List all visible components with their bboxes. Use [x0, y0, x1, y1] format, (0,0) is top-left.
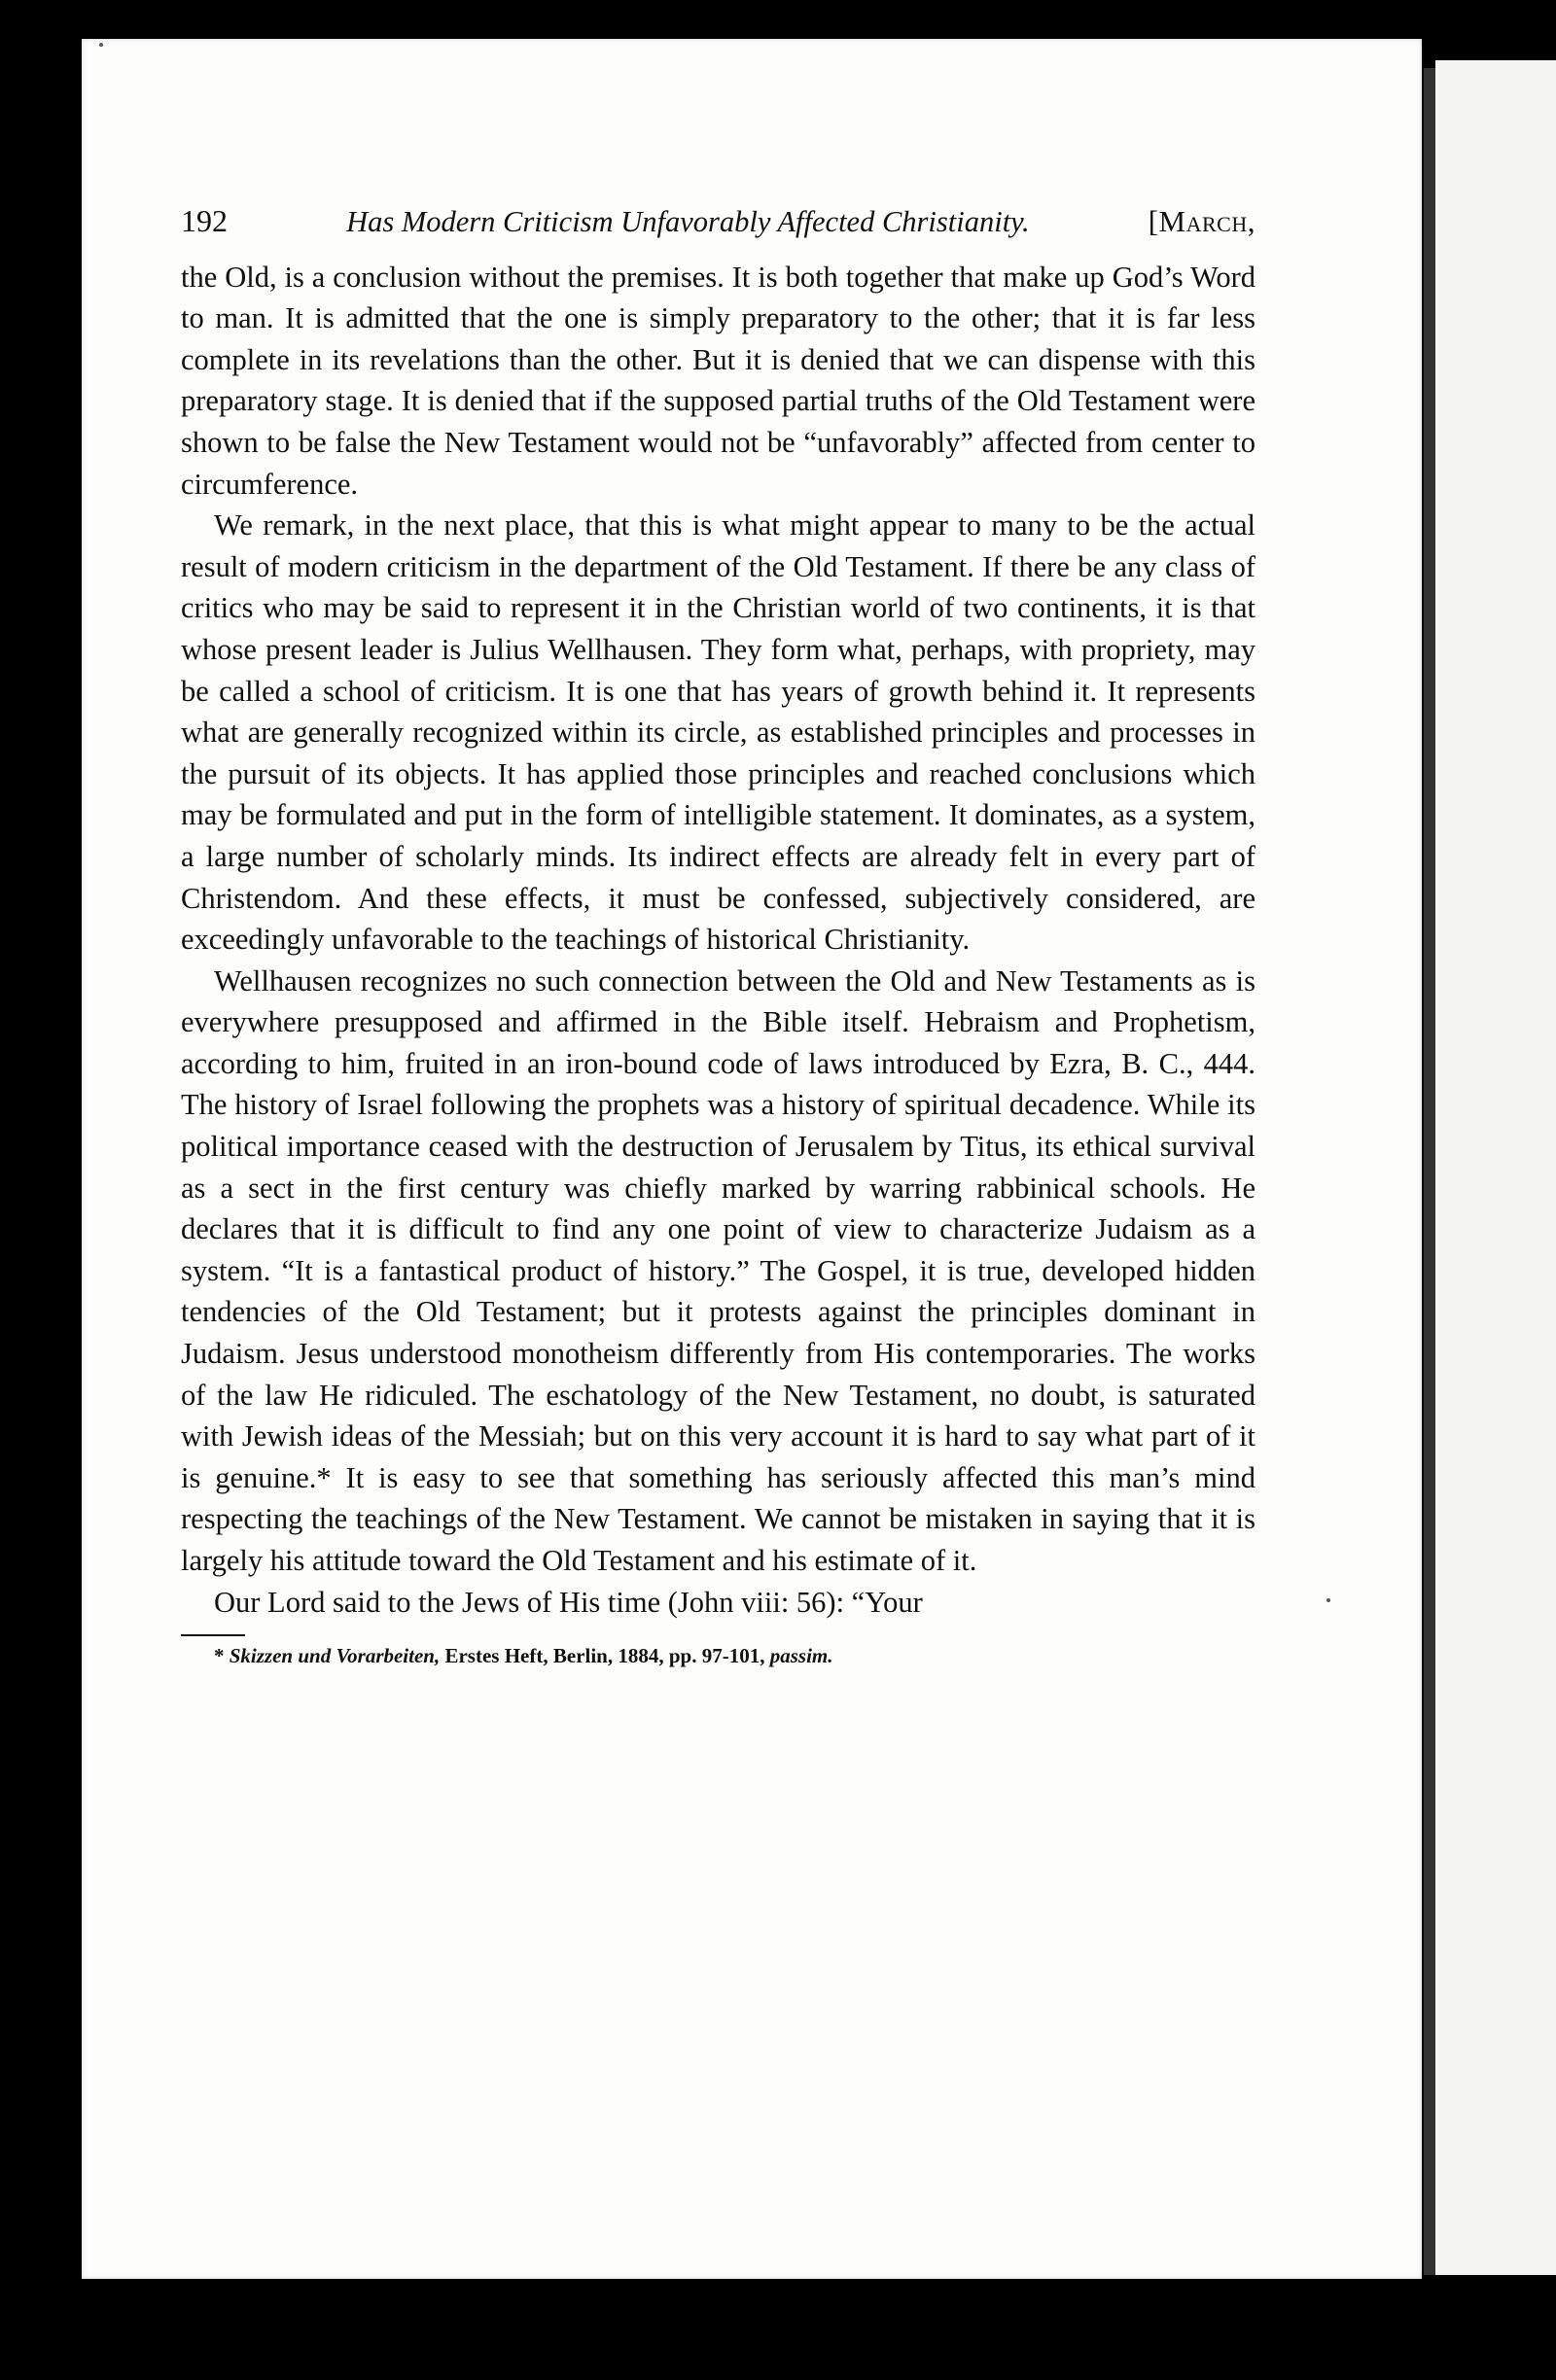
page-text: [181, 200, 1255, 1669]
running-head: [181, 200, 1255, 243]
paragraph-1: the Old, is a conclusion without the premises. It is both together that make up God’s Word to man. It is admitted that the one is simply preparatory to the other; that it is far less complete in its revelations than the other. But it is denied that we can dispense with this preparatory stage. It is denied that if the supposed partial truths of the Old Testament were shown to be false the New Testament would not be “unfavorably” affected from center to circumference.: [181, 260, 1255, 501]
scan-speck: [1326, 1598, 1330, 1602]
scan-speck: [99, 43, 103, 47]
footnote-marker: *: [214, 1644, 225, 1668]
running-month: [March,: [1148, 204, 1255, 238]
footnote-passim: passim.: [769, 1644, 833, 1668]
paragraph-3: Wellhausen recognizes no such connection between the Old and New Testaments as is everywhere presupposed and affirmed in the Bible itself. Hebraism and Prophetism, according to him, fruited in an iron-bound code of laws introduced by Ezra, B. C., 444. The history of Israel following the prophets was a history of spiritual decadence. While its political importance ceased with the destruction of Jerusalem by Titus, its ethical survival as a sect in the first century was chiefly marked by warring rabbinical schools. He declares that it is difficult to find any one point of view to characterize Judaism as a system. “It is a fantastical product of history.” The Gospel, it is true, developed hidden tendencies of the Old Testament; but it protests against the principles dominant in Judaism. Jesus understood monotheism differently from His contemporaries. The works of the law He ridiculed. The eschatology of the New Testament, no doubt, is saturated with Jewish ideas of the Messiah; but on this very account it is hard to say what part of it is genuine.* It is easy to see that something has seriously affected this man’s mind respecting the teachings of the New Testament. We cannot be mistaken in saying that it is largely his attitude toward the Old Testament and his estimate of it.: [181, 963, 1255, 1577]
footnote-title: Skizzen und Vorarbeiten,: [229, 1644, 441, 1668]
paragraph-2: We remark, in the next place, that this is what might appear to many to be the actual result of modern criticism in the department of the Old Testament. If there be any class of critics who may be said to represent it in the Christian world of two continents, it is that whose present leader is Julius Wellhausen. They form what, perhaps, with propriety, may be called a school of criticism. It is one that has years of growth behind it. It represents what are generally recognized within its circle, as established principles and processes in the pursuit of its objects. It has applied those principles and reached conclusions which may be formulated and put in the form of intelligible statement. It dominates, as a system, a large number of scholarly minds. Its indirect effects are already felt in every part of Christendom. And these effects, it must be confessed, subjectively considered, are exceedingly unfavorable to the teachings of historical Christianity.: [181, 508, 1255, 957]
footnote-citation: Erstes Heft, Berlin, 1884, pp. 97-101,: [440, 1644, 765, 1668]
page-number: 192: [181, 203, 228, 238]
footnote-rule: [181, 1634, 245, 1636]
footnote: [214, 1642, 1255, 1669]
facing-page-edge: [1435, 60, 1556, 2275]
paragraph-4: Our Lord said to the Jews of His time (John viii: 56): “Your: [214, 1585, 923, 1619]
running-title: Has Modern Criticism Unfavorably Affected Christianity.: [346, 205, 1030, 238]
